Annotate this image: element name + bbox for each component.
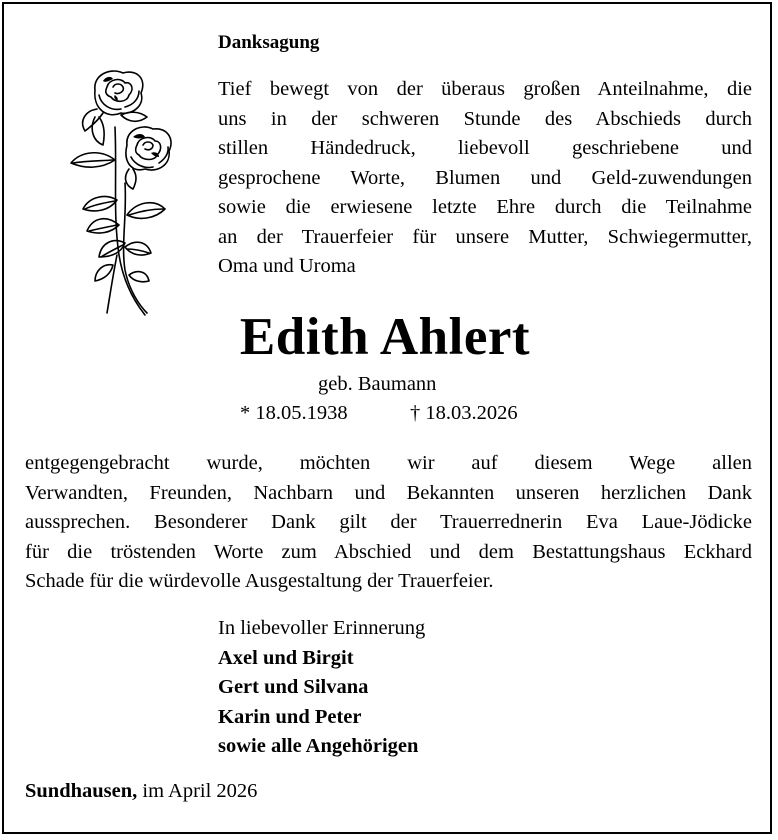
rose-icon [55,65,180,320]
intro-line: gesprochene Worte, Blumen und Geld-zuwendungen [218,166,752,189]
body-line: aussprechen. Besonderer Dank gilt der Trauerrednerin Eva Laue-Jödicke [25,511,752,533]
birth-date: * 18.05.1938 [240,402,348,424]
signoff-name: Karin und Peter [218,705,362,728]
signoff-intro: In liebevoller Erinnerung [218,617,426,639]
signoff-block [218,614,425,762]
intro-paragraph [218,75,752,282]
body-line: entgegengebracht wurde, möchten wir auf diesem Wege allen [25,452,752,474]
intro-line: stillen Händedruck, liebevoll geschriebene und [218,137,752,159]
heading-danksagung: Danksagung [218,32,320,53]
place-date: im April 2026 [137,780,258,802]
body-line: Verwandten, Freunden, Nachbarn und Bekannten unseren herzlichen Dank [25,481,752,504]
place-date-line [25,778,257,804]
place-town: Sundhausen, [25,780,138,802]
intro-line: uns in der schweren Stunde des Abschieds durch [218,107,752,130]
signoff-name: Axel und Birgit [218,646,354,669]
intro-line: Oma und Uroma [218,255,356,277]
maiden-name: geb. Baumann [318,373,437,395]
deceased-name: Edith Ahlert [239,308,531,366]
intro-line: sowie die erwiesene letzte Ehre durch die Teilnahme [218,196,752,218]
death-date: † 18.03.2026 [410,402,518,424]
body-line: Schade für die würdevolle Ausgestaltung der Trauerfeier. [25,570,494,592]
body-paragraph [25,449,752,597]
signoff-name: sowie alle Angehörigen [218,735,419,757]
intro-line: Tief bewegt von der überaus großen Anteilnahme, die [218,78,752,100]
intro-line: an der Trauerfeier für unsere Mutter, Schwiegermutter, [218,225,752,248]
signoff-name: Gert und Silvana [218,676,369,698]
body-line: für die tröstenden Worte zum Abschied und dem Bestattungshaus Eckhard [25,540,752,563]
